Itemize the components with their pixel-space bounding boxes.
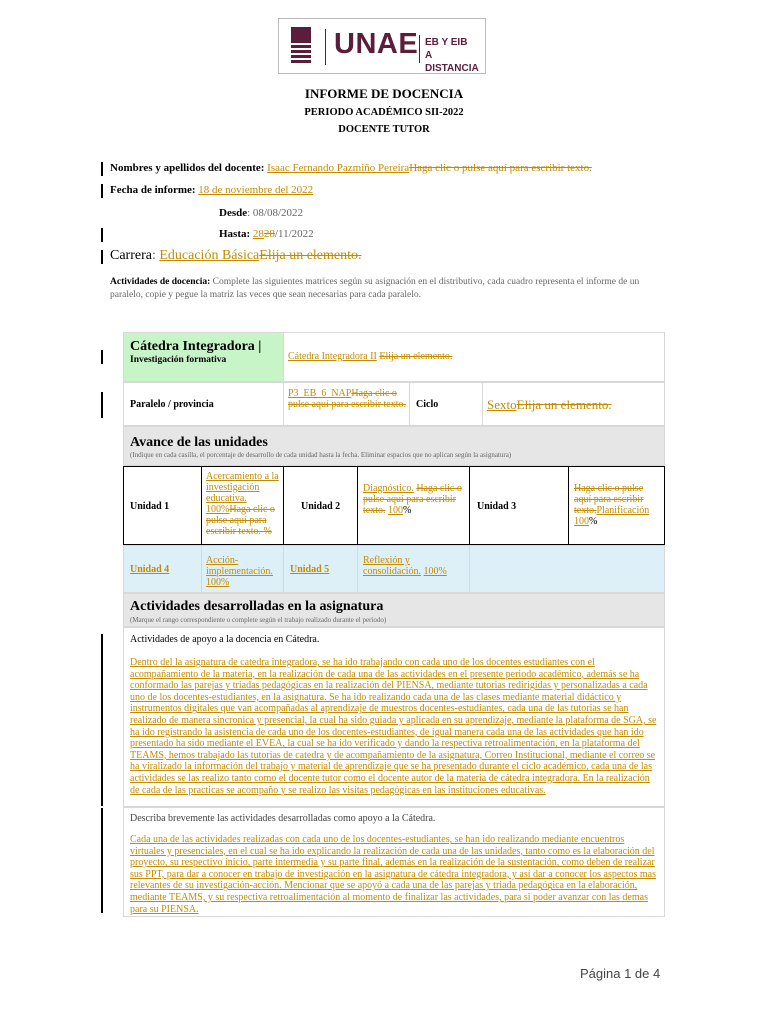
units-header: Avance de las unidades (Indique en cada casilla, el porcentaje de desarrollo de cada unidad hasta la fecha. Eliminar espacios que no aplican según la asignatura)	[123, 426, 665, 466]
from-date-row: Desde: 08/08/2022	[219, 207, 304, 219]
cycle-value-cell[interactable]: SextoElija un elemento.	[482, 382, 665, 426]
unit-1-value[interactable]: Acercamiento a la investigación educativa. 100%Haga clic o pulse aquí para escribir texto. %	[201, 466, 284, 545]
report-date-field[interactable]: 18 de noviembre del 2022	[198, 184, 314, 196]
unit-5-value[interactable]: Reflexión y consolidación. 100%	[357, 545, 470, 593]
to-date-field[interactable]: 28	[252, 228, 264, 240]
activities-intro: Actividades de docencia: Complete las siguientes matrices según su asignación en el distributivo, cada cuadro representa el informe de un paralelo, copie y pegue la matriz las veces que sean necesarias para cada paralelo.	[110, 277, 640, 300]
report-role: DOCENTE TUTOR	[338, 124, 430, 135]
teacher-name-field[interactable]: Isaac Fernando Pazmiño Pereira	[267, 162, 410, 174]
catedra-label-cell: Cátedra Integradora | Investigación formativa	[123, 332, 284, 382]
activities-header: Actividades desarrolladas en la asignatura (Marque el rango correspondiente o complete según el trabajo realizado durante el periodo)	[123, 593, 665, 627]
unae-logo	[278, 18, 486, 74]
report-title: INFORME DE DOCENCIA	[304, 86, 464, 101]
unit-2-label: Unidad 2	[283, 466, 358, 545]
logo-word: UNAE	[334, 28, 419, 60]
logo-mark-icon	[291, 27, 311, 65]
report-period: PERIODO ACADÉMICO SII-2022	[304, 107, 464, 118]
unit-4-label: Unidad 4	[123, 545, 202, 593]
logo-subtitle: EB Y EIB A DISTANCIA	[425, 37, 479, 74]
catedra-value-cell[interactable]: Cátedra Integradora II Elija un elemento.	[283, 332, 665, 382]
support-activities-cell[interactable]: Actividades de apoyo a la docencia en Cátedra. Dentro del la asignatura de catedra integradora, se ha ido trabajando con cada uno de los docentes estudiantes con el acompañamiento de la materia, en la realización de cada una de las actividades en el presente periodo académico, además se ha conformado las parejas y triadas pedagógicas en la realización del PIENSA, mediante tutorias redirigidas y personalizadas a cada uno de los docentes-estudiantes, en la asignatura. Se ha ido realizando cada una de las clases mediante material didáctico y instrumentos digitales que van acompañadas al aprendizaje de muestros docentes-estudiantes, cada una de las tutorias se han realizado de manera sincronica y presencial, la cual ha sido guiada y aplicada en su aprendizaje, mediante la plataforma de SGA, se ha ido registrando la asistencia de cada uno de los docentes-estudiantes, de igual manera cada una de las actividades que han ido presentado ha sido mediante el EVEA, la cual se ha ido verificado y dando la respectiva retroalimentación, en la plataforma del TEAMS, hemos trabajado las tutorias de catedra y de acompañamiento de la asignatura, Correo Institucional, mediante el correo se ha viralizado la información del trabajo y material de aprendizaje que se ha presentado durante el ciclo académico, cada una de las actividades se las realizo tanto como el docente tutor como el docente autor de la materia de cátedra integradora. En la realización de cada de las practicas se acompaño y se realizo las visitas pedagógicas en las instituciones educativas.	[123, 627, 665, 807]
unit-5-label: Unidad 5	[283, 545, 358, 593]
career-row: Carrera: Educación BásicaElija un elemento.	[110, 248, 362, 263]
unit-1-label: Unidad 1	[123, 466, 202, 545]
describe-activities-cell[interactable]: Describa brevemente las actividades desarrolladas como apoyo a la Cátedra. Cada una de las actividades realizadas con cada uno de los docentes-estudiantes, se han ido realizando mediante encuentros virtuales y presenciales, en el cual se ha ido explicando la realización de cada una de las unidades, tanto como es la elaboración del proyecto, su respectivo inicio, parte intermedia y su parte final, además en la realización de la sustentación, como deben de realizar sus PPT, para dar a conocer en trabajo de investigación en la asignatura de cátedra integradora, y así dar a conocer los aspectos mas relevantes de su investigación-acción. Mencionar que se apoyó a cada una de las parejas y triada pedagógica en la elaboración, mediante TEAMS, y su respectiva retroalimentación al momento de finalizar las actividades, para si poder avanzar con las demas para su PIENSA.	[123, 807, 665, 917]
parallel-label-cell: Paralelo / provincia	[123, 382, 284, 426]
unit-2-value[interactable]: Diagnóstico. Haga clic o pulse aquí para escribir texto. 100%	[357, 466, 470, 545]
from-date-field[interactable]: 08/08/2022	[252, 207, 304, 219]
unit-3-label: Unidad 3	[469, 466, 569, 545]
teacher-name-row: Nombres y apellidos del docente: Isaac Fernando Pazmiño PereiraHaga clic o pulse aquí para escribir texto.	[110, 162, 592, 174]
career-field[interactable]: Educación Básica	[159, 248, 260, 263]
unit-4-value[interactable]: Acción-implementación. 100%	[201, 545, 284, 593]
page-number: Página 1 de 4	[580, 966, 661, 981]
cycle-label-cell: Ciclo	[409, 382, 483, 426]
report-date-row: Fecha de informe: 18 de noviembre del 2022	[110, 184, 314, 196]
parallel-value-cell[interactable]: P3_EB_6_NAPHaga clic o pulse aquí para escribir texto.	[283, 382, 410, 426]
unit-empty-cell	[469, 545, 665, 593]
unit-3-value[interactable]: Haga clic o pulse aquí para escribir texto.Planificación 100%	[568, 466, 665, 545]
to-date-row: Hasta: 2828/11/2022	[219, 228, 314, 240]
